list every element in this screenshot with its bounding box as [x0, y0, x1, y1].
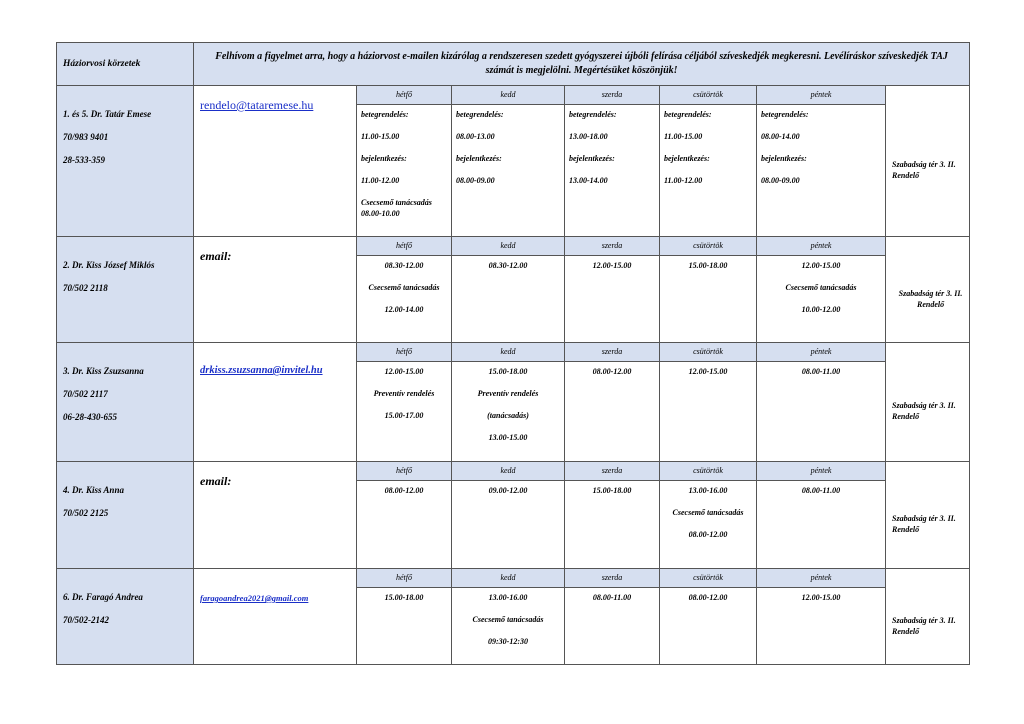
schedule-line: 08.00-14.00: [761, 132, 800, 141]
schedule-line: betegrendelés:: [664, 110, 712, 119]
schedule-cell: [357, 588, 452, 665]
schedule-line: 12.00-15.00: [801, 593, 841, 602]
schedule-line: 13.00-14.00: [569, 176, 608, 185]
day-header: kedd: [452, 86, 565, 105]
schedule-line: (tanácsadás): [487, 411, 529, 420]
day-header: hétfő: [357, 237, 452, 256]
place-cell: Szabadság tér 3. II. Rendelő: [886, 105, 970, 237]
schedule-line: 15.00-17.00: [384, 411, 424, 420]
day-header: kedd: [452, 569, 565, 588]
day-header: szerda: [565, 569, 660, 588]
schedule-cell: [452, 588, 565, 665]
schedule-cell: [565, 481, 660, 569]
schedule-line: 08.00-12.00: [384, 486, 424, 495]
day-header: hétfő: [357, 86, 452, 105]
day-header: péntek: [757, 462, 886, 481]
doctor-day-row: [57, 343, 970, 362]
schedule-line: Preventív rendelés: [477, 389, 539, 398]
schedule-line: 08.00-09.00: [456, 176, 495, 185]
schedule-cell: [452, 481, 565, 569]
schedule-line: 12.00-15.00: [384, 367, 424, 376]
schedule-line: 13.00-16.00: [688, 486, 728, 495]
day-header: péntek: [757, 86, 886, 105]
schedule-line: 13.00-16.00: [488, 593, 528, 602]
place-spacer: [886, 86, 970, 105]
schedule-cell: [757, 256, 886, 343]
schedule-cell: [660, 481, 757, 569]
doctor-day-row: [57, 462, 970, 481]
place-spacer: [886, 343, 970, 362]
schedule-line: 11.00-15.00: [664, 132, 703, 141]
schedule-line: 11.00-12.00: [361, 176, 400, 185]
doctor-phone: 70/502 2118: [63, 283, 108, 293]
doctor-name: 2. Dr. Kiss József Miklós: [63, 260, 155, 270]
schedule-line: Csecsemő tanácsadás: [785, 283, 857, 292]
email-cell: [194, 343, 357, 462]
schedule-cell: [452, 105, 565, 237]
day-header: hétfő: [357, 343, 452, 362]
schedule-cell: [357, 481, 452, 569]
doctor-info: [57, 86, 194, 237]
email-cell: [194, 237, 357, 343]
day-header: hétfő: [357, 569, 452, 588]
schedule-cell: [357, 105, 452, 237]
schedule-cell: [757, 105, 886, 237]
doctor-name: 1. és 5. Dr. Tatár Emese: [63, 109, 152, 119]
doctor-name: 6. Dr. Faragó Andrea: [63, 592, 143, 602]
day-header: szerda: [565, 237, 660, 256]
schedule-line: 15.00-18.00: [688, 261, 728, 270]
schedule-line: 08.30-12.00: [384, 261, 424, 270]
schedule-line: Csecsemő tanácsadás: [368, 283, 440, 292]
doctor-info: [57, 569, 194, 665]
schedule-line: 09.00-12.00: [488, 486, 528, 495]
email-label: email:: [200, 249, 232, 263]
schedule-cell: [565, 256, 660, 343]
day-header: péntek: [757, 569, 886, 588]
schedule-cell: [357, 362, 452, 462]
schedule-cell: [757, 588, 886, 665]
schedule-cell: [565, 105, 660, 237]
day-header: szerda: [565, 462, 660, 481]
schedule-line: betegrendelés:: [456, 110, 504, 119]
day-header: szerda: [565, 343, 660, 362]
schedule-table: [56, 42, 970, 665]
schedule-cell: [452, 362, 565, 462]
schedule-line: bejelentkezés:: [761, 154, 807, 163]
day-header: csütörtök: [660, 86, 757, 105]
schedule-line: betegrendelés:: [361, 110, 409, 119]
doctor-name: 3. Dr. Kiss Zsuzsanna: [63, 366, 144, 376]
place-spacer: [886, 569, 970, 588]
schedule-line: 08.30-12.00: [488, 261, 528, 270]
place-cell: Szabadság tér 3. II. Rendelő: [886, 362, 970, 462]
schedule-cell: [357, 256, 452, 343]
schedule-line: 13.00-15.00: [488, 433, 528, 442]
schedule-line: 08.00-12.00: [592, 367, 632, 376]
schedule-line: 15.00-18.00: [384, 593, 424, 602]
header-row: [57, 43, 970, 86]
schedule-cell: [757, 362, 886, 462]
schedule-line: Csecsemő tanácsadás: [472, 615, 544, 624]
email-cell: [194, 569, 357, 665]
doctor-phone: 06-28-430-655: [63, 412, 117, 422]
doctor-name: 4. Dr. Kiss Anna: [63, 485, 124, 495]
place-spacer: [886, 237, 970, 256]
place-spacer: [886, 462, 970, 481]
place-cell: Szabadság tér 3. II. Rendelő: [886, 256, 970, 343]
day-header: péntek: [757, 237, 886, 256]
schedule-line: 15.00-18.00: [488, 367, 528, 376]
doctor-info: [57, 462, 194, 569]
schedule-line: Csecsemő tanácsadás 08.00-10.00: [361, 198, 432, 218]
schedule-cell: [565, 588, 660, 665]
day-header: péntek: [757, 343, 886, 362]
schedule-line: 08.00-12.00: [688, 530, 728, 539]
email-label: email:: [200, 474, 232, 488]
schedule-cell: [660, 105, 757, 237]
header-left: Háziorvosi körzetek: [57, 43, 194, 86]
schedule-line: bejelentkezés:: [664, 154, 710, 163]
schedule-line: 08.00-11.00: [801, 367, 841, 376]
doctor-phone: 70/502-2142: [63, 615, 109, 625]
schedule-line: 12.00-15.00: [688, 367, 728, 376]
schedule-line: 08.00-13.00: [456, 132, 495, 141]
email-cell: [194, 462, 357, 569]
schedule-line: Csecsemő tanácsadás: [672, 508, 744, 517]
schedule-line: bejelentkezés:: [361, 154, 407, 163]
schedule-line: 10.00-12.00: [801, 305, 841, 314]
day-header: csütörtök: [660, 237, 757, 256]
schedule-line: 12.00-14.00: [384, 305, 424, 314]
schedule-line: 12.00-15.00: [801, 261, 841, 270]
schedule-line: 11.00-15.00: [361, 132, 400, 141]
schedule-line: 13.00-18.00: [569, 132, 608, 141]
schedule-line: 15.00-18.00: [592, 486, 632, 495]
schedule-cell: [452, 256, 565, 343]
email-cell: [194, 86, 357, 237]
doctor-phone: 28-533-359: [63, 155, 105, 165]
place-cell: Szabadság tér 3. II. Rendelő: [886, 481, 970, 569]
schedule-line: betegrendelés:: [569, 110, 617, 119]
email-link[interactable]: faragoandrea2021@gmail.com: [200, 593, 309, 603]
schedule-cell: [660, 588, 757, 665]
schedule-line: 12.00-15.00: [592, 261, 632, 270]
schedule-line: bejelentkezés:: [456, 154, 502, 163]
doctor-phone: 70/502 2117: [63, 389, 108, 399]
schedule-cell: [565, 362, 660, 462]
doctor-day-row: [57, 569, 970, 588]
doctor-info: [57, 343, 194, 462]
doctor-info: [57, 237, 194, 343]
email-link[interactable]: rendelo@tataremese.hu: [200, 98, 314, 112]
day-header: kedd: [452, 343, 565, 362]
schedule-line: 11.00-12.00: [664, 176, 703, 185]
schedule-line: Preventív rendelés: [373, 389, 435, 398]
schedule-line: betegrendelés:: [761, 110, 809, 119]
schedule-cell: [660, 362, 757, 462]
day-header: csütörtök: [660, 569, 757, 588]
schedule-line: 08.00-12.00: [688, 593, 728, 602]
schedule-line: 09:30-12:30: [488, 637, 528, 646]
schedule-line: 08.00-09.00: [761, 176, 800, 185]
schedule-line: 08.00-11.00: [592, 593, 632, 602]
schedule-cell: [660, 256, 757, 343]
doctor-day-row: [57, 86, 970, 105]
place-cell: Szabadság tér 3. II. Rendelő: [886, 588, 970, 665]
day-header: kedd: [452, 462, 565, 481]
day-header: szerda: [565, 86, 660, 105]
day-header: kedd: [452, 237, 565, 256]
email-link[interactable]: drkiss.zsuzsanna@invitel.hu: [200, 365, 323, 376]
day-header: csütörtök: [660, 462, 757, 481]
day-header: hétfő: [357, 462, 452, 481]
day-header: csütörtök: [660, 343, 757, 362]
schedule-line: bejelentkezés:: [569, 154, 615, 163]
doctor-phone: 70/502 2125: [63, 508, 109, 518]
schedule-cell: [757, 481, 886, 569]
schedule-line: 08.00-11.00: [801, 486, 841, 495]
doctor-phone: 70/983 9401: [63, 132, 109, 142]
header-notice: Felhívom a figyelmet arra, hogy a háziorvost e-mailen kizárólag a rendszeresen szedett gyógyszerei újbóli felírása céljából szíveskedjék megkeresni. Levélíráskor szíveskedjék TAJ számát is megjelölni. Megértésüket köszönjük!: [194, 43, 970, 86]
doctor-day-row: [57, 237, 970, 256]
